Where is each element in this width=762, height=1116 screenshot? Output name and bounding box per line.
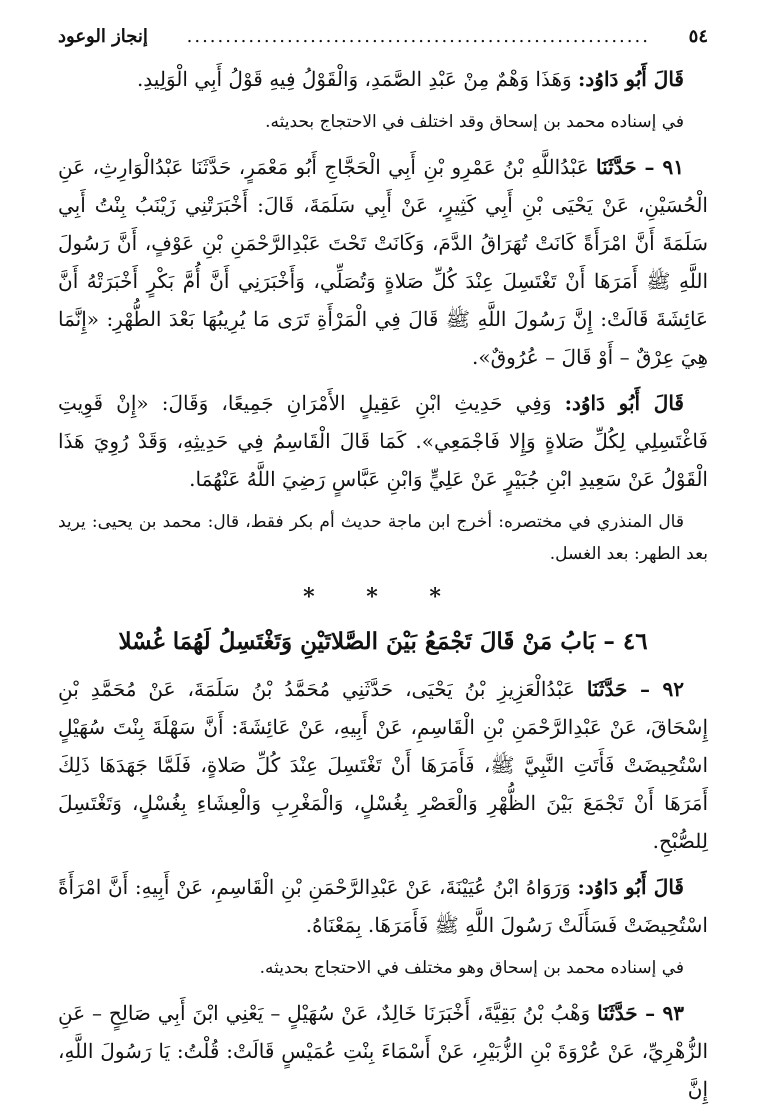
isnad-note-2: في إسناده محمد بن إسحاق وهو مختلف في الاحتجاج بحديثه. — [259, 958, 684, 978]
hadith-91 — [58, 148, 708, 376]
book-title: إنجاز الوعود — [58, 26, 148, 47]
hadith-number-lead: ٩٣ – حَدَّثَنَا — [597, 1001, 684, 1025]
section-divider-stars: * * * — [303, 584, 463, 610]
hadith-text: وَهْبُ بْنُ بَقِيَّةَ، أَخْبَرَنَا خَالِدٌ، عَنْ سُهَيْلٍ – يَعْنِي ابْنَ أَبِي صَالِحٍ – عَنِ الزُّهْرِيِّ، عَنْ عُرْوَةَ بْنِ الزُّبَيْرِ، عَنْ أَسْمَاءَ بِنْتِ عُمَيْسٍ قَالَتْ: قُلْتُ: يَا رَسُولَ اللَّهِ، إِنَّ — [58, 1001, 708, 1101]
book-page — [58, 26, 708, 1116]
hadith-text: عَبْدُاللَّهِ بْنُ عَمْرِو بْنِ أَبِي الْحَجَّاجِ أَبُو مَعْمَرٍ، حَدَّثَنَا عَبْدُالْوَارِثِ، عَنِ الْحُسَيْنِ، عَنْ يَحْيَى بْنِ أَبِي كَثِيرٍ، عَنْ أَبِي سَلَمَةَ، قَالَ: أَخْبَرَتْنِي زَيْنَبُ بِنْتُ أَبِي سَلَمَةَ أَنَّ امْرَأَةً كَانَتْ تُهَرَاقُ الدَّمَ، وَكَانَتْ تَحْتَ عَبْدِالرَّحْمَنِ بْنِ عَوْفٍ، أَنَّ رَسُولَ اللَّهِ ﷺ أَمَرَهَا أَنْ تَغْتَسِلَ عِنْدَ كُلِّ صَلاةٍ وَتُصَلِّي، وَأَخْبَرَنِي أَنَّ أُمَّ بَكْرٍ أَخْبَرَتْهُ أَنَّ عَائِشَةَ قَالَتْ: إِنَّ رَسُولَ اللَّهِ ﷺ قَالَ فِي الْمَرْأَةِ تَرَى مَا يُرِيبُهَا بَعْدَ الطُّهْرِ: «إِنَّمَا هِيَ عِرْقٌ – أَوْ قَالَ – عُرُوقٌ». — [58, 155, 708, 369]
hadith-number-lead: ٩٢ – حَدَّثَنَا — [586, 677, 685, 701]
paragraph-lead: قَالَ أَبُو دَاوُد: — [577, 875, 684, 899]
header-leader-dots: ............................................................ — [186, 26, 650, 47]
paragraph-lead: قَالَ أَبُو دَاوُد: — [578, 67, 684, 91]
hadith-text: عَبْدُالْعَزِيزِ بْنُ يَحْيَى، حَدَّثَنِي مُحَمَّدُ بْنُ سَلَمَةَ، عَنْ مُحَمَّدِ بْنِ إِسْحَاقَ، عَنْ عَبْدِالرَّحْمَنِ بْنِ الْقَاسِمِ، عَنْ أَبِيهِ، عَنْ عَائِشَةَ: أَنَّ سَهْلَةَ بِنْتَ سُهَيْلٍ اسْتُحِيضَتْ فَأَتَتِ النَّبِيَّ ﷺ، فَأَمَرَهَا أَنْ تَغْتَسِلَ عِنْدَ كُلِّ صَلاةٍ، فَلَمَّا جَهَدَهَا ذَلِكَ أَمَرَهَا أَنْ تَجْمَعَ بَيْنَ الظُّهْرِ وَالْعَصْرِ بِغُسْلٍ، وَالْمَغْرِبِ وَالْعِشَاءِ بِغُسْلٍ، وَتَغْتَسِلَ لِلصُّبْحِ. — [58, 677, 708, 853]
abu-dawud-comment-3 — [58, 868, 708, 944]
paragraph-lead: قَالَ أَبُو دَاوُد: — [564, 391, 684, 415]
hadith-number-lead: ٩١ – حَدَّثَنَا — [596, 155, 685, 179]
abu-dawud-comment-2 — [58, 384, 708, 498]
paragraph-text: وَهَذَا وَهْمٌ مِنْ عَبْدِ الصَّمَدِ، وَالْقَوْلُ فِيهِ قَوْلُ أَبِي الْوَلِيدِ. — [136, 67, 579, 91]
paragraph-text: وَفِي حَدِيثِ ابْنِ عَقِيلٍ الأَمْرَانِ جَمِيعًا، وَقَالَ: «إِنْ قَوِيتِ فَاغْتَسِلِي لِكُلِّ صَلاةٍ وَإِلا فَاجْمَعِي». كَمَا قَالَ الْقَاسِمُ فِي حَدِيثِهِ، وَقَدْ رُوِيَ هَذَا الْقَوْلُ عَنْ سَعِيدِ ابْنِ جُبَيْرٍ عَنْ عَلِيٍّ وَابْنِ عَبَّاسٍ رَضِيَ اللَّهُ عَنْهُمَا. — [58, 391, 708, 491]
isnad-note-1: في إسناده محمد بن إسحاق وقد اختلف في الاحتجاج بحديثه. — [265, 112, 684, 132]
abu-dawud-comment-1 — [58, 60, 708, 98]
page-number: ٥٤ — [688, 26, 708, 47]
running-header — [58, 26, 708, 56]
chapter-heading: ٤٦ – بَابُ مَنْ قَالَ تَجْمَعُ بَيْنَ الصَّلاتَيْنِ وَتَغْتَسِلُ لَهُمَا غُسْلا — [118, 628, 648, 655]
mundhiri-note: قال المنذري في مختصره: أخرج ابن ماجة حديث أم بكر فقط، قال: محمد بن يحيى: يريد بعد الطهر: بعد الغسل. — [58, 512, 708, 564]
hadith-92 — [58, 670, 708, 860]
hadith-93 — [58, 994, 708, 1108]
paragraph-text: وَرَوَاهُ ابْنُ عُيَيْنَةَ، عَنْ عَبْدِالرَّحْمَنِ بْنِ الْقَاسِمِ، عَنْ أَبِيهِ: أَنَّ امْرَأَةً اسْتُحِيضَتْ فَسَأَلَتْ رَسُولَ اللَّهِ ﷺ فَأَمَرَهَا. بِمَعْنَاهُ. — [58, 875, 708, 937]
